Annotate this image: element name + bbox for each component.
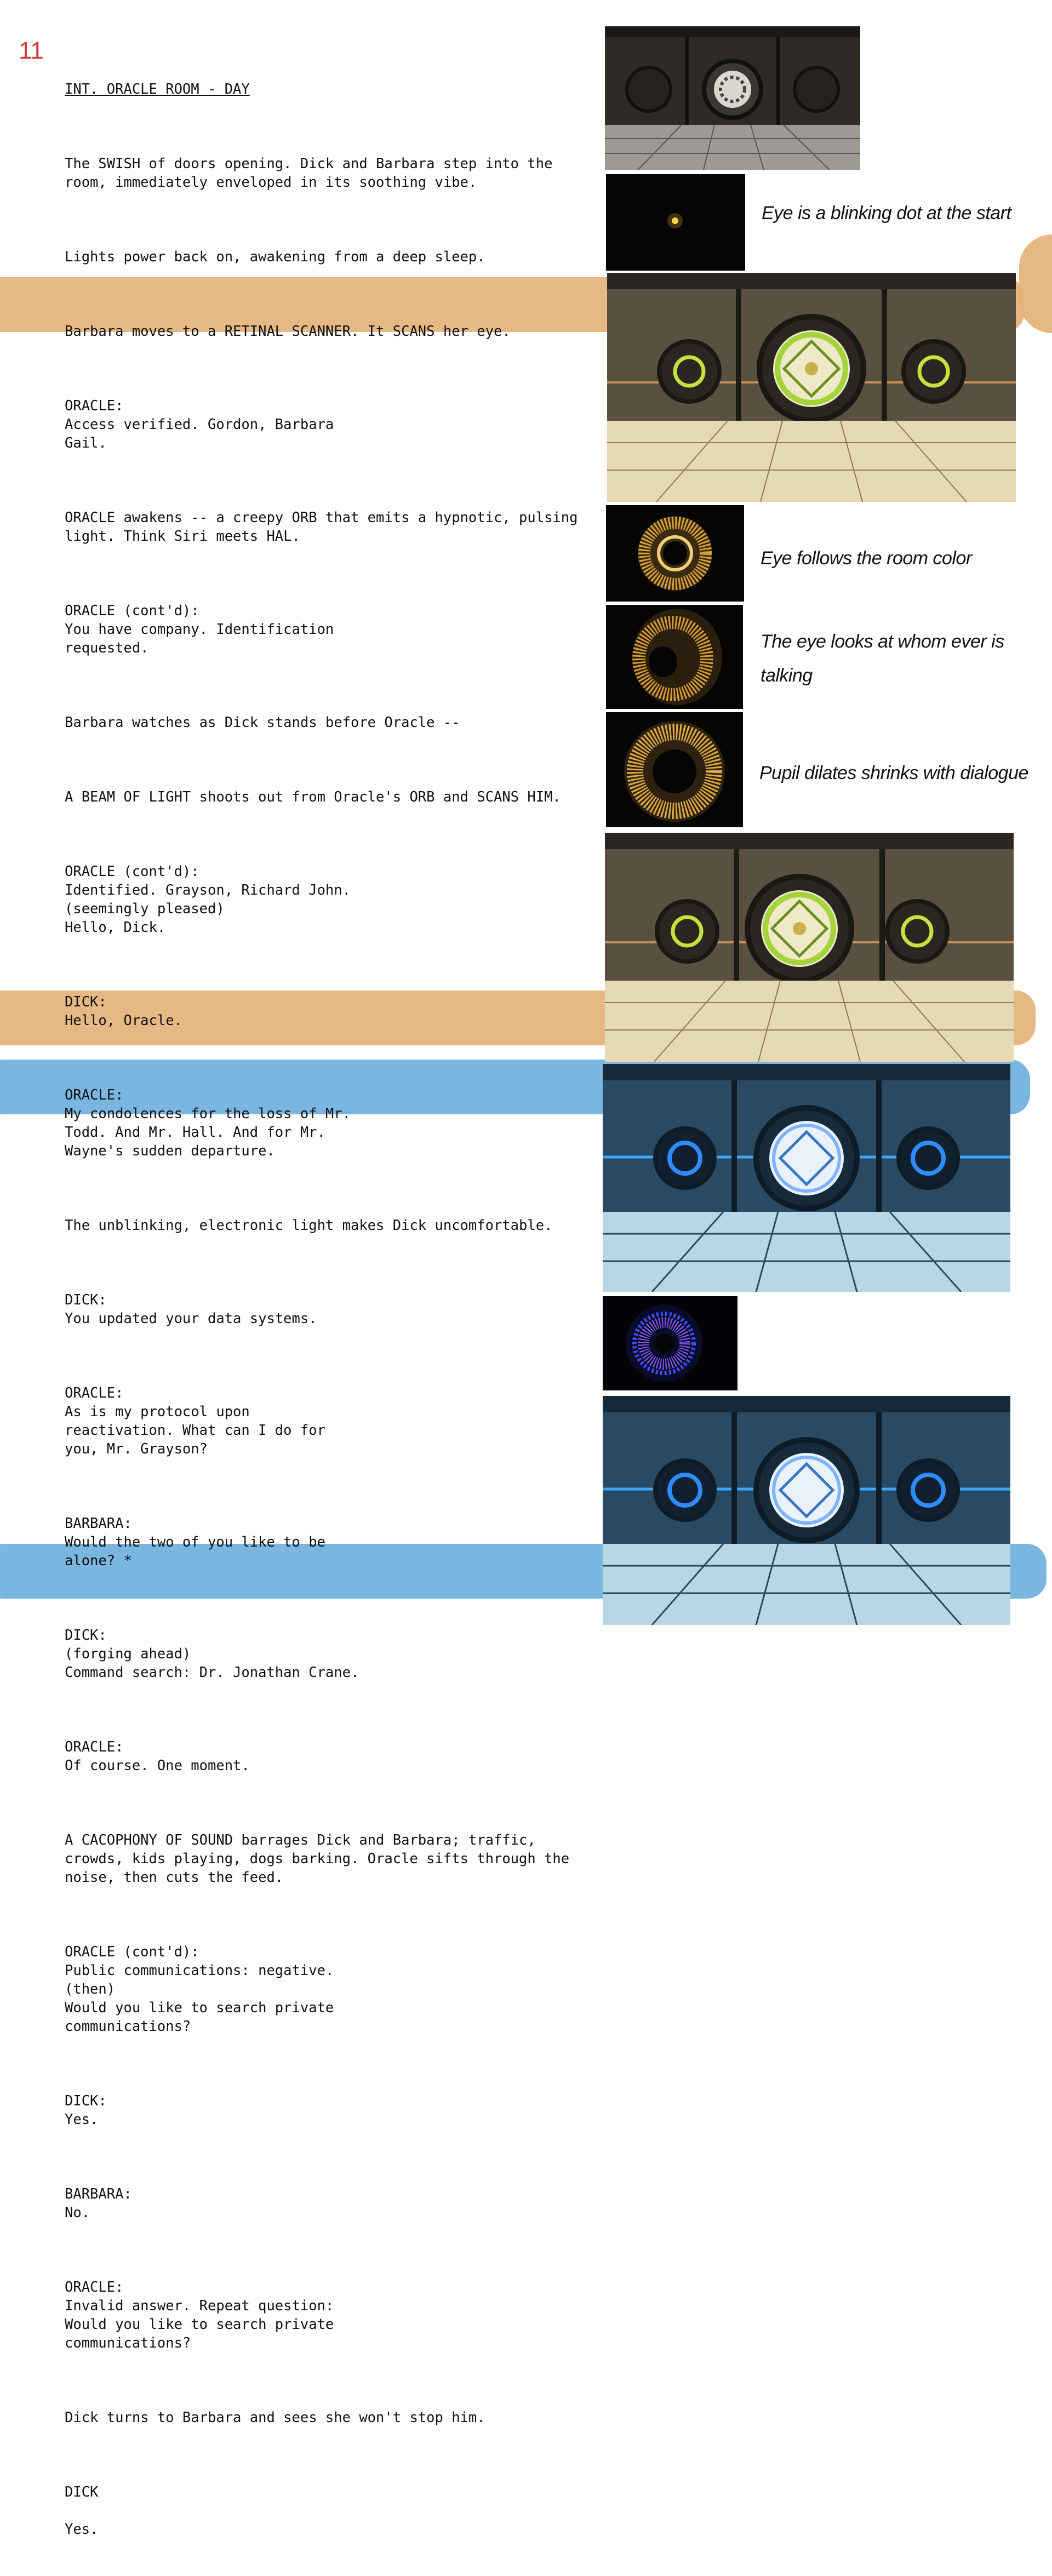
- script-block: ORACLE (cont'd): Public communications: negative. (then) Would you like to search private communications?: [65, 1944, 334, 2035]
- frame-room-blue: [603, 1064, 1010, 1292]
- script-block: A BEAM OF LIGHT shoots out from Oracle's ORB and SCANS HIM.: [65, 789, 561, 805]
- script-block: DICK Yes.: [65, 2484, 99, 2538]
- frame-room-warm: [607, 273, 1016, 502]
- scene-number: 11: [19, 37, 44, 64]
- script-block: ORACLE: My condolences for the loss of Mr. Todd. And Mr. Hall. And for Mr. Wayne's sudden departure.: [65, 1087, 351, 1159]
- highlight-right-edge: [1019, 234, 1052, 333]
- frame-eye-violet: [603, 1296, 737, 1390]
- note-looks: [761, 625, 1004, 692]
- script-block: ORACLE: Invalid answer. Repeat question: Would you like to search private communications?: [65, 2279, 334, 2351]
- scene-heading: INT. ORACLE ROOM - DAY: [65, 81, 250, 98]
- script-column: [65, 43, 602, 2576]
- script-block: DICK: You updated your data systems.: [65, 1292, 317, 1327]
- script-block: ORACLE: Of course. One moment.: [65, 1739, 250, 1774]
- script-block: DICK: (forging ahead) Command search: Dr. Jonathan Crane.: [65, 1627, 359, 1681]
- script-block: Lights power back on, awakening from a deep sleep.: [65, 249, 485, 265]
- script-block: BARBARA: Would the two of you like to be alone? *: [65, 1515, 325, 1569]
- script-block: Barbara watches as Dick stands before Oracle --: [65, 714, 460, 731]
- script-block: DICK: Yes.: [65, 2093, 107, 2128]
- script-block: The SWISH of doors opening. Dick and Barbara step into the room, immediately enveloped in its soothing vibe.: [65, 156, 553, 191]
- frame-room-dark: [605, 26, 860, 170]
- script-block: BARBARA: No.: [65, 2186, 132, 2221]
- script-block: DICK: Hello, Oracle.: [65, 994, 182, 1029]
- script-block: ORACLE: Access verified. Gordon, Barbara Gail.: [65, 398, 334, 451]
- frame-room-warm-2: [605, 833, 1014, 1062]
- note-pupil: Pupil dilates shrinks with dialogue: [759, 763, 1028, 783]
- frame-eye-gold-3: [606, 712, 743, 827]
- script-block: ORACLE: As is my protocol upon reactivation. What can I do for you, Mr. Grayson?: [65, 1385, 325, 1457]
- script-block: Dick turns to Barbara and sees she won't stop him.: [65, 2409, 485, 2426]
- note-looks-line1: The eye looks at whom ever is: [761, 631, 1004, 652]
- note-looks-line2: talking: [761, 665, 813, 686]
- note-room-color: Eye follows the room color: [761, 548, 972, 569]
- script-block: ORACLE (cont'd): Identified. Grayson, Richard John. (seemingly pleased) Hello, Dick.: [65, 863, 351, 936]
- note-blink: Eye is a blinking dot at the start: [762, 203, 1011, 224]
- script-block: ORACLE awakens -- a creepy ORB that emits a hypnotic, pulsing light. Think Siri meets HAL.: [65, 510, 578, 545]
- frame-eye-gold-2: [606, 605, 743, 709]
- script-block: A CACOPHONY OF SOUND barrages Dick and Barbara; traffic, crowds, kids playing, dogs barking. Oracle sifts through the noise, then cuts the feed.: [65, 1832, 570, 1886]
- script-block: Barbara moves to a RETINAL SCANNER. It SCANS her eye.: [65, 323, 511, 340]
- frame-room-blue-2: [603, 1396, 1010, 1625]
- script-block: The unblinking, electronic light makes Dick uncomfortable.: [65, 1217, 553, 1234]
- script-block: ORACLE (cont'd): You have company. Identification requested.: [65, 603, 334, 656]
- frame-eye-dot: [606, 174, 745, 271]
- frame-eye-gold-1: [606, 505, 744, 602]
